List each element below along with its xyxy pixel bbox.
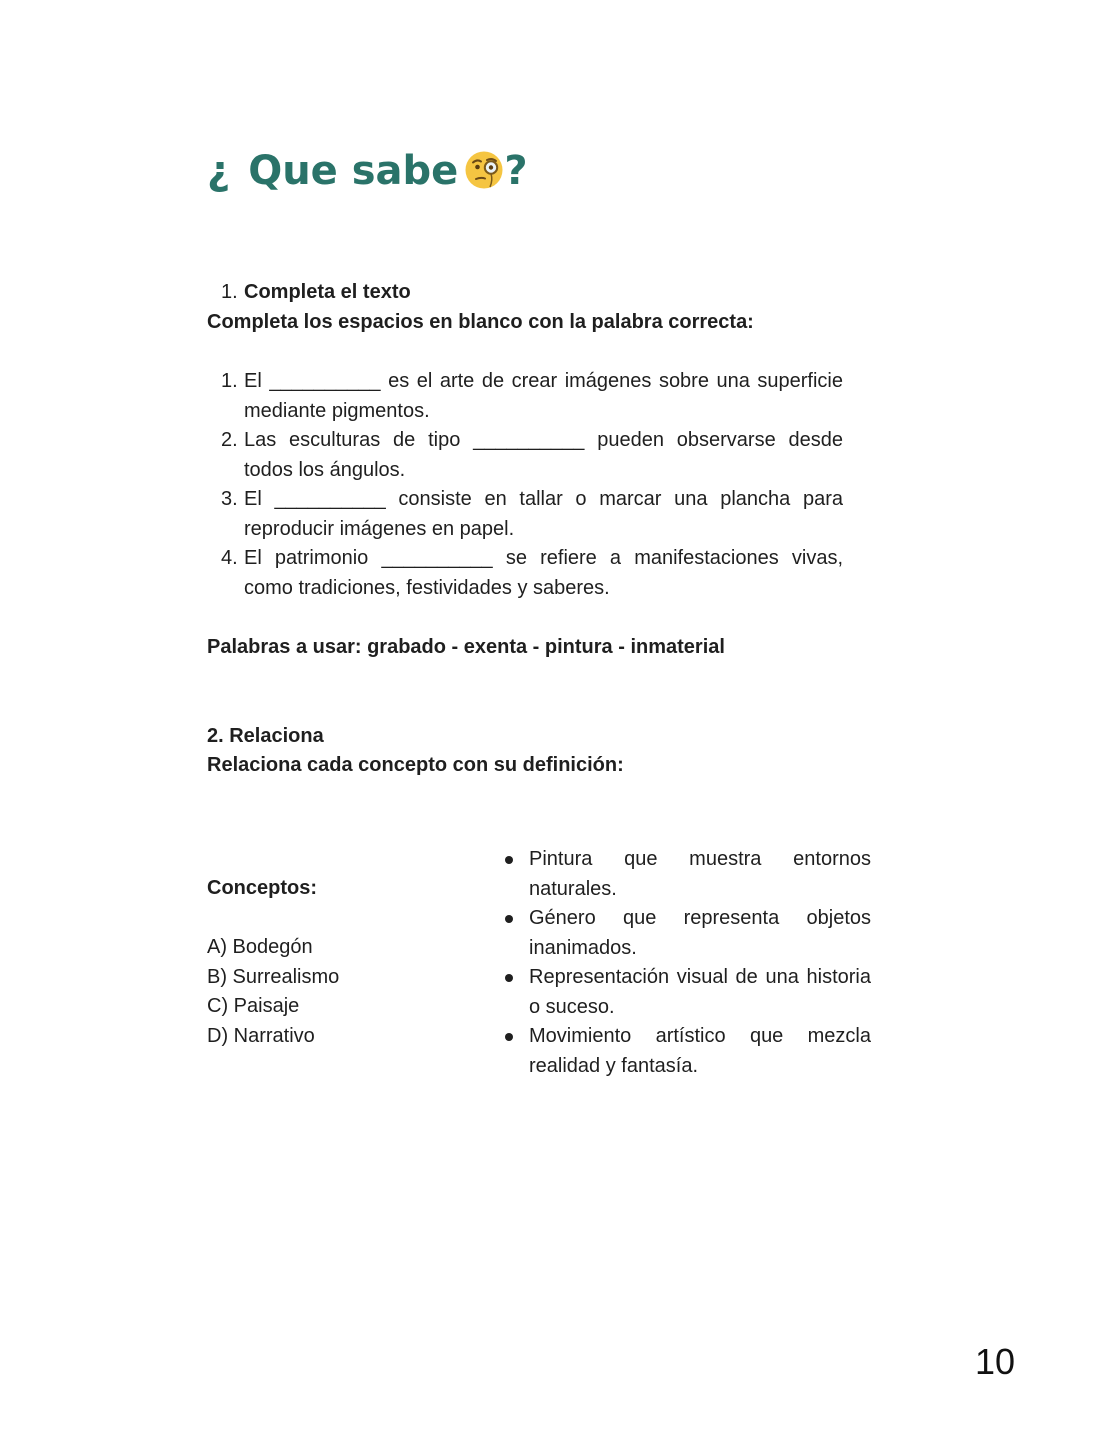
fill-blank-list (207, 367, 843, 603)
matching-columns (207, 845, 871, 1085)
definition-text: Género que representa objetos inanimados. (529, 907, 871, 959)
concept-item: A) Bodegón (207, 936, 313, 958)
concept-item: B) Surrealismo (207, 965, 340, 988)
section1-heading (207, 278, 843, 308)
list-item (207, 544, 843, 603)
list-item (207, 485, 843, 544)
section1-title: Completa el texto (244, 281, 411, 303)
concept-item: C) Paisaje (207, 995, 300, 1017)
section2-title: 2. Relaciona (207, 724, 324, 747)
item-number: 1. (221, 370, 238, 392)
concepts-heading: Conceptos: (207, 877, 317, 899)
definition-item (501, 1022, 871, 1081)
page-title (207, 146, 528, 196)
item-text: Las esculturas de tipo __________ pueden observarse desde todos los ángulos. (244, 429, 843, 481)
list-item (207, 426, 843, 485)
title-text: Que sabe (248, 148, 459, 194)
concepts-column (207, 874, 487, 1051)
item-number: 4. (221, 547, 238, 569)
definition-text: Pintura que muestra entornos naturales. (529, 848, 871, 900)
title-close-question: ? (504, 148, 528, 194)
definition-item (501, 963, 871, 1022)
section1-number: 1. (221, 281, 238, 303)
word-bank: Palabras a usar: grabado - exenta - pintura - inmaterial (207, 636, 725, 658)
definitions-list (501, 845, 871, 1081)
section2-heading-block (207, 722, 843, 781)
section2-instruction: Relaciona cada concepto con su definición: (207, 754, 624, 776)
concept-item: D) Narrativo (207, 1024, 315, 1047)
section1-instruction: Completa los espacios en blanco con la palabra correcta: (207, 310, 754, 333)
list-item (207, 367, 843, 426)
bullet-icon (505, 974, 513, 982)
item-text: El __________ consiste en tallar o marcar una plancha para reproducir imágenes en papel. (244, 488, 843, 540)
definition-item (501, 904, 871, 963)
bullet-icon (505, 856, 513, 864)
exercise-content (207, 278, 843, 781)
title-open-question: ¿ (207, 148, 231, 194)
definition-text: Representación visual de una historia o suceso. (529, 966, 871, 1018)
item-text: El __________ es el arte de crear imágenes sobre una superficie mediante pigmentos. (244, 370, 843, 422)
page-number: 10 (974, 1341, 1015, 1382)
item-text: El patrimonio __________ se refiere a manifestaciones vivas, como tradiciones, festividades y saberes. (244, 547, 843, 599)
definition-item (501, 845, 871, 904)
item-number: 3. (221, 488, 238, 510)
definition-text: Movimiento artístico que mezcla realidad y fantasía. (529, 1025, 871, 1077)
item-number: 2. (221, 429, 238, 451)
bullet-icon (505, 915, 513, 923)
face-with-monocle-icon (464, 150, 504, 190)
bullet-icon (505, 1033, 513, 1041)
